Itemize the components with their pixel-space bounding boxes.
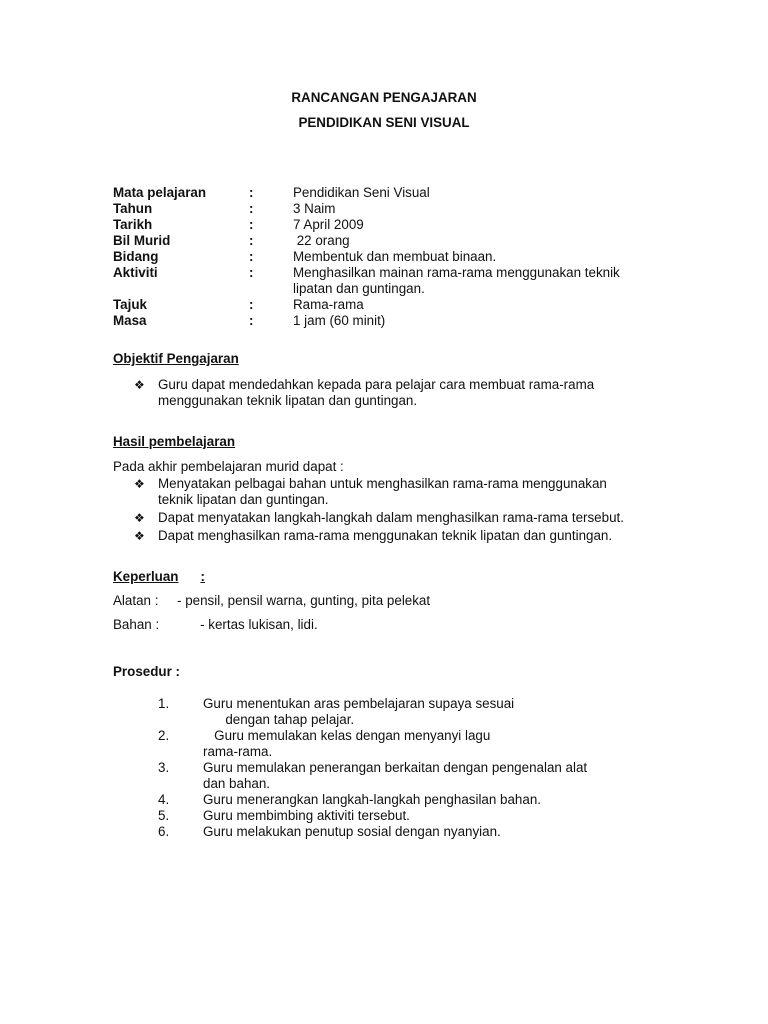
info-label: Tahun <box>113 201 153 216</box>
prosedur-list <box>158 696 628 840</box>
step-text: Guru membimbing aktiviti tersebut. <box>203 808 410 823</box>
info-table <box>113 185 673 329</box>
step-continuation <box>158 712 628 728</box>
info-colon: : <box>249 217 254 232</box>
hasil-heading: Hasil pembelajaran <box>113 434 236 449</box>
info-label: Bidang <box>113 249 159 264</box>
diamond-bullet-icon: ❖ <box>134 477 145 491</box>
step-number: 2. <box>158 728 170 743</box>
info-value: 22 orang <box>293 233 350 248</box>
list-item-text: Dapat menghasilkan rama-rama menggunakan teknik lipatan dan guntingan. <box>158 528 613 543</box>
keperluan-heading-text: Keperluan <box>113 569 179 584</box>
step-continuation <box>158 776 628 792</box>
list-item-text: Menyatakan pelbagai bahan untuk menghasilkan rama-rama menggunakan teknik lipatan dan guntingan. <box>158 476 607 507</box>
info-value: Pendidikan Seni Visual <box>293 185 430 200</box>
info-row-tarikh <box>113 217 673 233</box>
list-item <box>134 476 634 508</box>
step-row <box>158 808 628 824</box>
info-label: Aktiviti <box>113 265 158 280</box>
info-colon: : <box>249 265 254 280</box>
info-value: 3 Naim <box>293 201 336 216</box>
step-row <box>158 728 628 744</box>
hasil-intro: Pada akhir pembelajaran murid dapat : <box>113 459 344 474</box>
step-number: 6. <box>158 824 170 839</box>
step-row <box>158 696 628 712</box>
diamond-bullet-icon: ❖ <box>134 511 145 525</box>
step-number: 4. <box>158 792 170 807</box>
list-item <box>134 377 634 409</box>
document-subtitle: PENDIDIKAN SENI VISUAL <box>298 115 470 130</box>
step-text: dan bahan. <box>203 776 271 791</box>
list-item <box>134 528 634 544</box>
info-row-bidang <box>113 249 673 265</box>
info-colon: : <box>249 201 254 216</box>
diamond-bullet-icon: ❖ <box>134 529 145 543</box>
step-number: 1. <box>158 696 170 711</box>
step-text: dengan tahap pelajar. <box>203 712 355 727</box>
step-text: Guru memulakan penerangan berkaitan dengan pengenalan alat <box>203 760 588 775</box>
step-text: Guru melakukan penutup sosial dengan nyanyian. <box>203 824 501 839</box>
list-item-text: Dapat menyatakan langkah-langkah dalam menghasilkan rama-rama tersebut. <box>158 510 624 525</box>
info-value: 1 jam (60 minit) <box>293 313 386 328</box>
info-label: Mata pelajaran <box>113 185 207 200</box>
info-colon: : <box>249 185 254 200</box>
hasil-list <box>134 476 634 546</box>
info-label: Masa <box>113 313 147 328</box>
prosedur-heading: Prosedur : <box>113 664 180 679</box>
step-number: 3. <box>158 760 170 775</box>
bahan-line: Bahan : - kertas lukisan, lidi. <box>113 617 318 632</box>
info-row-tajuk <box>113 297 673 313</box>
info-value: 7 April 2009 <box>293 217 364 232</box>
step-number: 5. <box>158 808 170 823</box>
document-title: RANCANGAN PENGAJARAN <box>291 90 477 105</box>
info-row-aktiviti <box>113 265 673 297</box>
step-text: Guru menentukan aras pembelajaran supaya sesuai <box>203 696 515 711</box>
list-item-text: Guru dapat mendedahkan kepada para pelajar cara membuat rama-rama menggunakan teknik lipatan dan guntingan. <box>158 377 595 408</box>
diamond-bullet-icon: ❖ <box>134 378 145 392</box>
step-continuation <box>158 744 628 760</box>
keperluan-heading-colon: : <box>200 569 205 584</box>
info-colon: : <box>249 313 254 328</box>
list-item <box>134 510 634 526</box>
info-label: Tarikh <box>113 217 153 232</box>
info-label: Bil Murid <box>113 233 171 248</box>
info-value: Rama-rama <box>293 297 364 312</box>
info-row-tahun <box>113 201 673 217</box>
info-colon: : <box>249 249 254 264</box>
alatan-line: Alatan : - pensil, pensil warna, gunting, pita pelekat <box>113 593 431 608</box>
info-colon: : <box>249 233 254 248</box>
keperluan-heading <box>113 569 205 584</box>
step-row <box>158 760 628 776</box>
info-label: Tajuk <box>113 297 147 312</box>
info-row-mata-pelajaran <box>113 185 673 201</box>
objektif-list <box>134 377 634 411</box>
info-row-masa <box>113 313 673 329</box>
info-row-bil-murid <box>113 233 673 249</box>
step-row <box>158 824 628 840</box>
info-value: Membentuk dan membuat binaan. <box>293 249 497 264</box>
info-value: Menghasilkan mainan rama-rama menggunakan teknik lipatan dan guntingan. <box>293 265 620 296</box>
step-text: rama-rama. <box>203 744 273 759</box>
step-text: Guru memulakan kelas dengan menyanyi lagu <box>203 728 491 743</box>
info-colon: : <box>249 297 254 312</box>
objektif-heading: Objektif Pengajaran <box>113 351 239 366</box>
step-row <box>158 792 628 808</box>
step-text: Guru menerangkan langkah-langkah penghasilan bahan. <box>203 792 541 807</box>
